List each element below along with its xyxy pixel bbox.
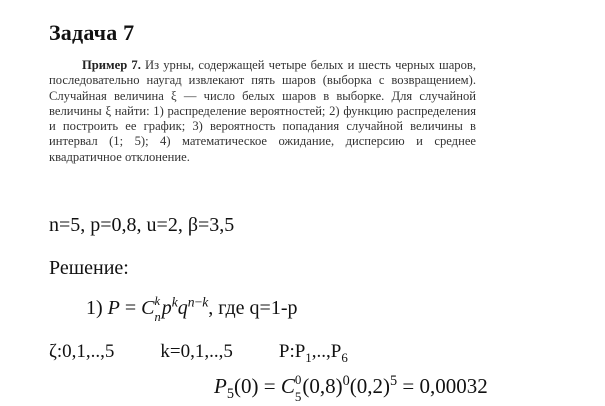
binomial-formula: 1) P = C k n $p^kq^{n-k}$, где q=1-p — [86, 294, 298, 325]
formula-where: , где q=1-p — [208, 297, 298, 319]
p5-result: 0,00032 — [419, 374, 488, 398]
formula-number: 1) — [86, 297, 103, 319]
p5-formula: $P_5(0) = C$ 0 5 $(0,8)^0(0,2)^5 = 0,00032$ — [214, 372, 488, 405]
solution-label: Решение: — [49, 257, 129, 279]
zeta-values: ζ:0,1,..,5 — [49, 341, 115, 362]
example-body: Из урны, содержащей четыре белых и шесть черных шаров, последовательно наугад извлекают пять шаров (выборка с возвращением). Случайная величина ξ — число белых шаров в выборке. Для случайной величины ξ найти: 1) распределение вероятностей; 2) функцию распределения и построить ее график; 3) вероятность попадания случайной величины в интервал (1; 5); 4) математическое ожидание, дисперсию и среднее квадратичное отклонение. — [49, 58, 476, 164]
k-values: k=0,1,..,5 — [160, 341, 233, 362]
task-title: Задача 7 — [49, 20, 135, 45]
example-text-block — [49, 58, 476, 165]
example-lead: Пример 7. — [82, 58, 141, 72]
parameters-line: n=5, p=0,8, u=2, β=3,5 — [49, 214, 235, 236]
values-line — [49, 341, 348, 363]
p-values: $P:P_1,..,P_6$ — [278, 341, 348, 365]
